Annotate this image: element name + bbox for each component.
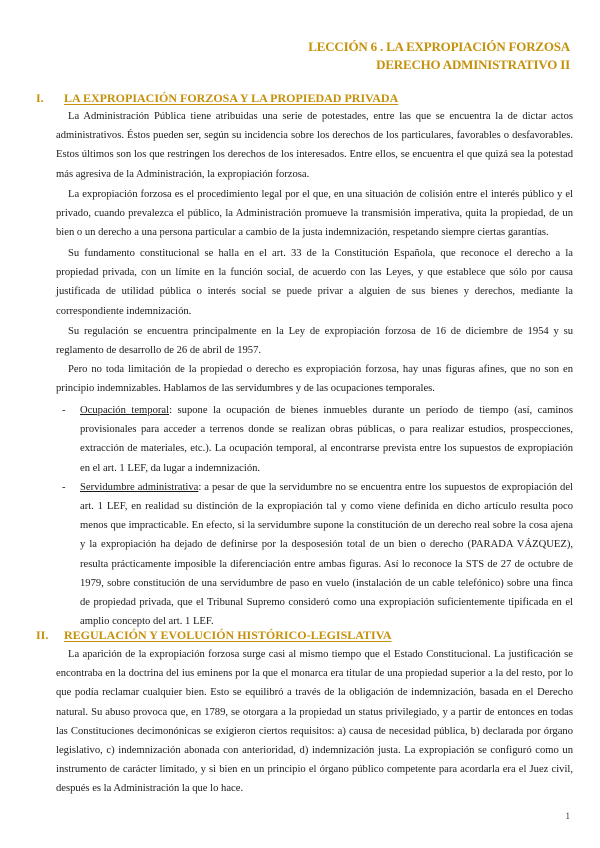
- section-title: REGULACIÓN Y EVOLUCIÓN HISTÓRICO-LEGISLATIVA: [64, 628, 392, 642]
- paragraph: La aparición de la expropiación forzosa surge casi al mismo tiempo que el Estado Constitucional. La justificación se encontraba en la doctrina del ius eminens por la que el monarca era titular de una propiedad superior a la del resto, por lo que podía reclamar cualquier bien. Esto se equilibró a través de la obligación de indemnización, basada en el Derecho natural. Su abuso provoca que, en 1789, se otorgara a la propiedad un status privilegiado, y a partir de entonces en todas las Constituciones decimonónicas se exigieron ciertos requisitos: a) causa de necesidad pública, b) declarada por órgano legislativo, c) indemnización abonada con anterioridad, d) indemnización justa. La expropiación se configuró como un instrumento de carácter limitado, y si bien en un principio el órgano público competente para acordarla era el Juez civil, después es la Administración la que lo hace.: [56, 649, 573, 795]
- paragraph: Pero no toda limitación de la propiedad o derecho es expropiación forzosa, hay unas figuras afines, que no son en principio indemnizables. Hablamos de las servidumbres y de las ocupaciones temporales.: [56, 364, 573, 395]
- list-term: Servidumbre administrativa: [80, 481, 199, 493]
- paragraph: La Administración Pública tiene atribuidas una serie de potestades, entre las que se encuentra la de dictar actos administrativos. Éstos pueden ser, según su incidencia sobre los derechos de los particulares, favorables o desfavorables. Estos últimos son los que restringen los derechos de los interesados. Entre ellos, se encuentra el que quizá sea la potestad más agresiva de la Administración, la expropiación forzosa.: [56, 111, 573, 180]
- paragraph: La expropiación forzosa es el procedimiento legal por el que, en una situación de colisión entre el interés público y el privado, cuando prevalezca el público, la Administración promueve la transmisión imperativa, quita la propiedad, de un bien o un derecho a una persona particular a cambio de la justa indemnización, respetando siempre ciertas garantías.: [56, 189, 573, 239]
- section-heading-1: [36, 91, 398, 105]
- list-dash: -: [62, 405, 66, 416]
- page-number: 1: [565, 811, 570, 821]
- list-dash: -: [62, 481, 66, 493]
- list-text: : supone la ocupación de bienes inmuebles durante un período de tiempo (así, caminos provisionales para acceder a terrenos donde se realizan obras públicas, o para realizar estudios, prospecciones, extracción de materiales, etc.). La ocupación temporal, al encontrarse prevista entre los supuestos de expropiación en el art. 1 LEF, da lugar a indemnización.: [80, 405, 573, 474]
- list-item: [62, 401, 573, 478]
- section-number: I.: [36, 91, 44, 105]
- paragraph: Su fundamento constitucional se halla en el art. 33 de la Constitución Española, que reconoce el derecho a la propiedad privada, con un límite en la función social, de acuerdo con las Leyes, y que establece que sólo por causa justificada de utilidad pública o interés social se puede privar a alguien de sus bienes y derechos, mediante la correspondiente indemnización.: [56, 248, 573, 317]
- title-line-lesson: LECCIÓN 6 . LA EXPROPIACIÓN FORZOSA: [308, 39, 570, 54]
- list-term: Ocupación temporal: [80, 405, 170, 416]
- list-item: [62, 478, 573, 632]
- section-title: LA EXPROPIACIÓN FORZOSA Y LA PROPIEDAD PRIVADA: [64, 91, 399, 105]
- list-text: : a pesar de que la servidumbre no se encuentra entre los supuestos de expropiación del art. 1 LEF, en realidad su distinción de la expropiación tal y como viene definida en dicho artículo resulta poco menos que impracticable. En efecto, si la servidumbre supone la constitución de un derecho real sobre la cosa ajena y la expropiación ha dejado de definirse por la desposesión total de un bien o derecho (PARADA VÁZQUEZ), resulta prácticamente imposible la diferenciación entre ambas figuras. Así lo reconoce la STS de 27 de octubre de 1979, sobre constitución de una servidumbre de paso en vuelo (instalación de un cable telefónico) sobre una finca de propiedad privada, que el Tribunal Supremo consideró como una expropiación suficientemente tipificada en el amplio concepto del art. 1 LEF.: [80, 481, 573, 628]
- paragraph: Su regulación se encuentra principalmente en la Ley de expropiación forzosa de 16 de diciembre de 1954 y su reglamento de desarrollo de 26 de abril de 1957.: [56, 326, 573, 357]
- definition-list: [62, 401, 573, 631]
- title-line-subject: DERECHO ADMINISTRATIVO II: [376, 57, 570, 72]
- section-heading-2: [36, 628, 392, 642]
- section-number: II.: [36, 628, 49, 642]
- document-title: [308, 38, 570, 74]
